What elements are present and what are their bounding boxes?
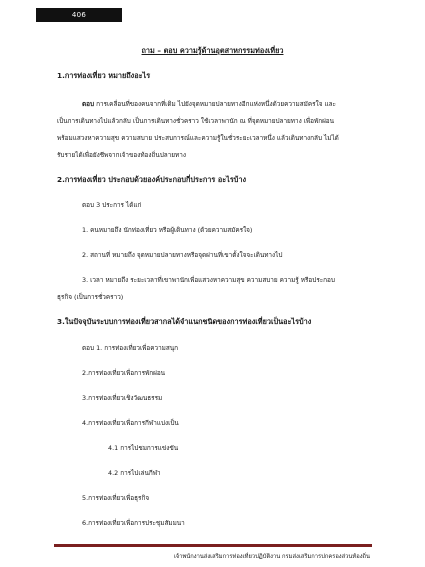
footer-text: เจ้าพนักงานส่งเสริมการท่องเที่ยวปฏิบัติงาน กรมส่งเสริมการปกครองส่วนท้องถิ่น xyxy=(173,554,370,560)
section-3-item-1: ตอบ 1. การท่องเที่ยวเพื่อความสนุก xyxy=(82,344,179,352)
section-1-answer-line-2: เป็นการเดินทางไปแล้วกลับ เป็นการเดินทางชั่วคราว ใช้เวลาพานัก ณ ที่จุดหมายปลายทาง เพื่อพักผ่อน xyxy=(57,117,335,125)
section-3-item-3: 3.การท่องเที่ยวเชิงวัฒนธรรม xyxy=(82,394,163,402)
section-3-item-4: 4.การท่องเที่ยวเพื่อการกีฬาแบ่งเป็น xyxy=(82,419,179,427)
section-2-heading: 2.การท่องเที่ยว ประกอบด้วยองค์ประกอบกี่ประการ อะไรบ้าง xyxy=(57,175,247,184)
page-title: ถาม – ตอบ ความรู้ด้านอุตสาหกรรมท่องเที่ยว xyxy=(141,46,284,55)
section-1-answer-line-1 xyxy=(82,99,336,109)
answer-text: การเคลื่อนที่ของคนจากที่เดิม ไปยังจุดหมายปลายทางอีกแห่งหนึ่งด้วยความสมัครใจ และ xyxy=(96,100,336,108)
section-3-heading: 3.ในปัจจุบันระบบการท่องเที่ยวสากลได้จำแนกชนิดของการท่องเที่ยวเป็นอะไรบ้าง xyxy=(57,317,312,326)
section-1-heading: 1.การท่องเที่ยว หมายถึงอะไร xyxy=(57,71,151,80)
section-3-item-2: 2.การท่องเที่ยวเพื่อการพักผ่อน xyxy=(82,369,166,377)
section-2-item-3: 3. เวลา หมายถึง ระยะเวลาที่เขาพานักเพื่อแสวงหาความสุข ความสบาย ความรู้ หรือประกอบ xyxy=(82,276,335,284)
page-number: 406 xyxy=(36,8,122,22)
section-3-item-6: 6.การท่องเที่ยวเพื่อการประชุมสัมมนา xyxy=(82,519,185,527)
section-3-item-4-1: 4.1 การไปชมการแข่งขัน xyxy=(108,444,179,452)
answer-label: ตอบ xyxy=(82,100,95,108)
footer-rule xyxy=(54,544,372,547)
section-1-answer-line-3: พร้อมแสวงหาความสุข ความสบาย ประสบการณ์และความรู้ในชั่วระยะเวลาหนึ่ง แล้วเดินทางกลับ ไม่ได้ xyxy=(57,134,339,142)
section-2-item-1: 1. คนหมายถึง นักท่องเที่ยว หรือผู้เดินทาง (ด้วยความสมัครใจ) xyxy=(82,226,253,234)
section-2-intro: ตอบ 3 ประการ ได้แก่ xyxy=(82,201,142,209)
section-2-item-3-cont: ธุรกิจ (เป็นการชั่วคราว) xyxy=(57,293,124,301)
section-3-item-4-2: 4.2 การไปเล่นกีฬา xyxy=(108,469,161,477)
section-1-answer-line-4: รับรายได้เพื่อยังชีพจากเจ้าของท้องถิ่นปลายทาง xyxy=(57,151,186,159)
section-2-item-2: 2. สถานที่ หมายถึง จุดหมายปลายทางหรือจุดผ่านที่เขาตั้งใจจะเดินทางไป xyxy=(82,251,283,259)
section-3-item-5: 5.การท่องเที่ยวเพื่อธุรกิจ xyxy=(82,494,150,502)
